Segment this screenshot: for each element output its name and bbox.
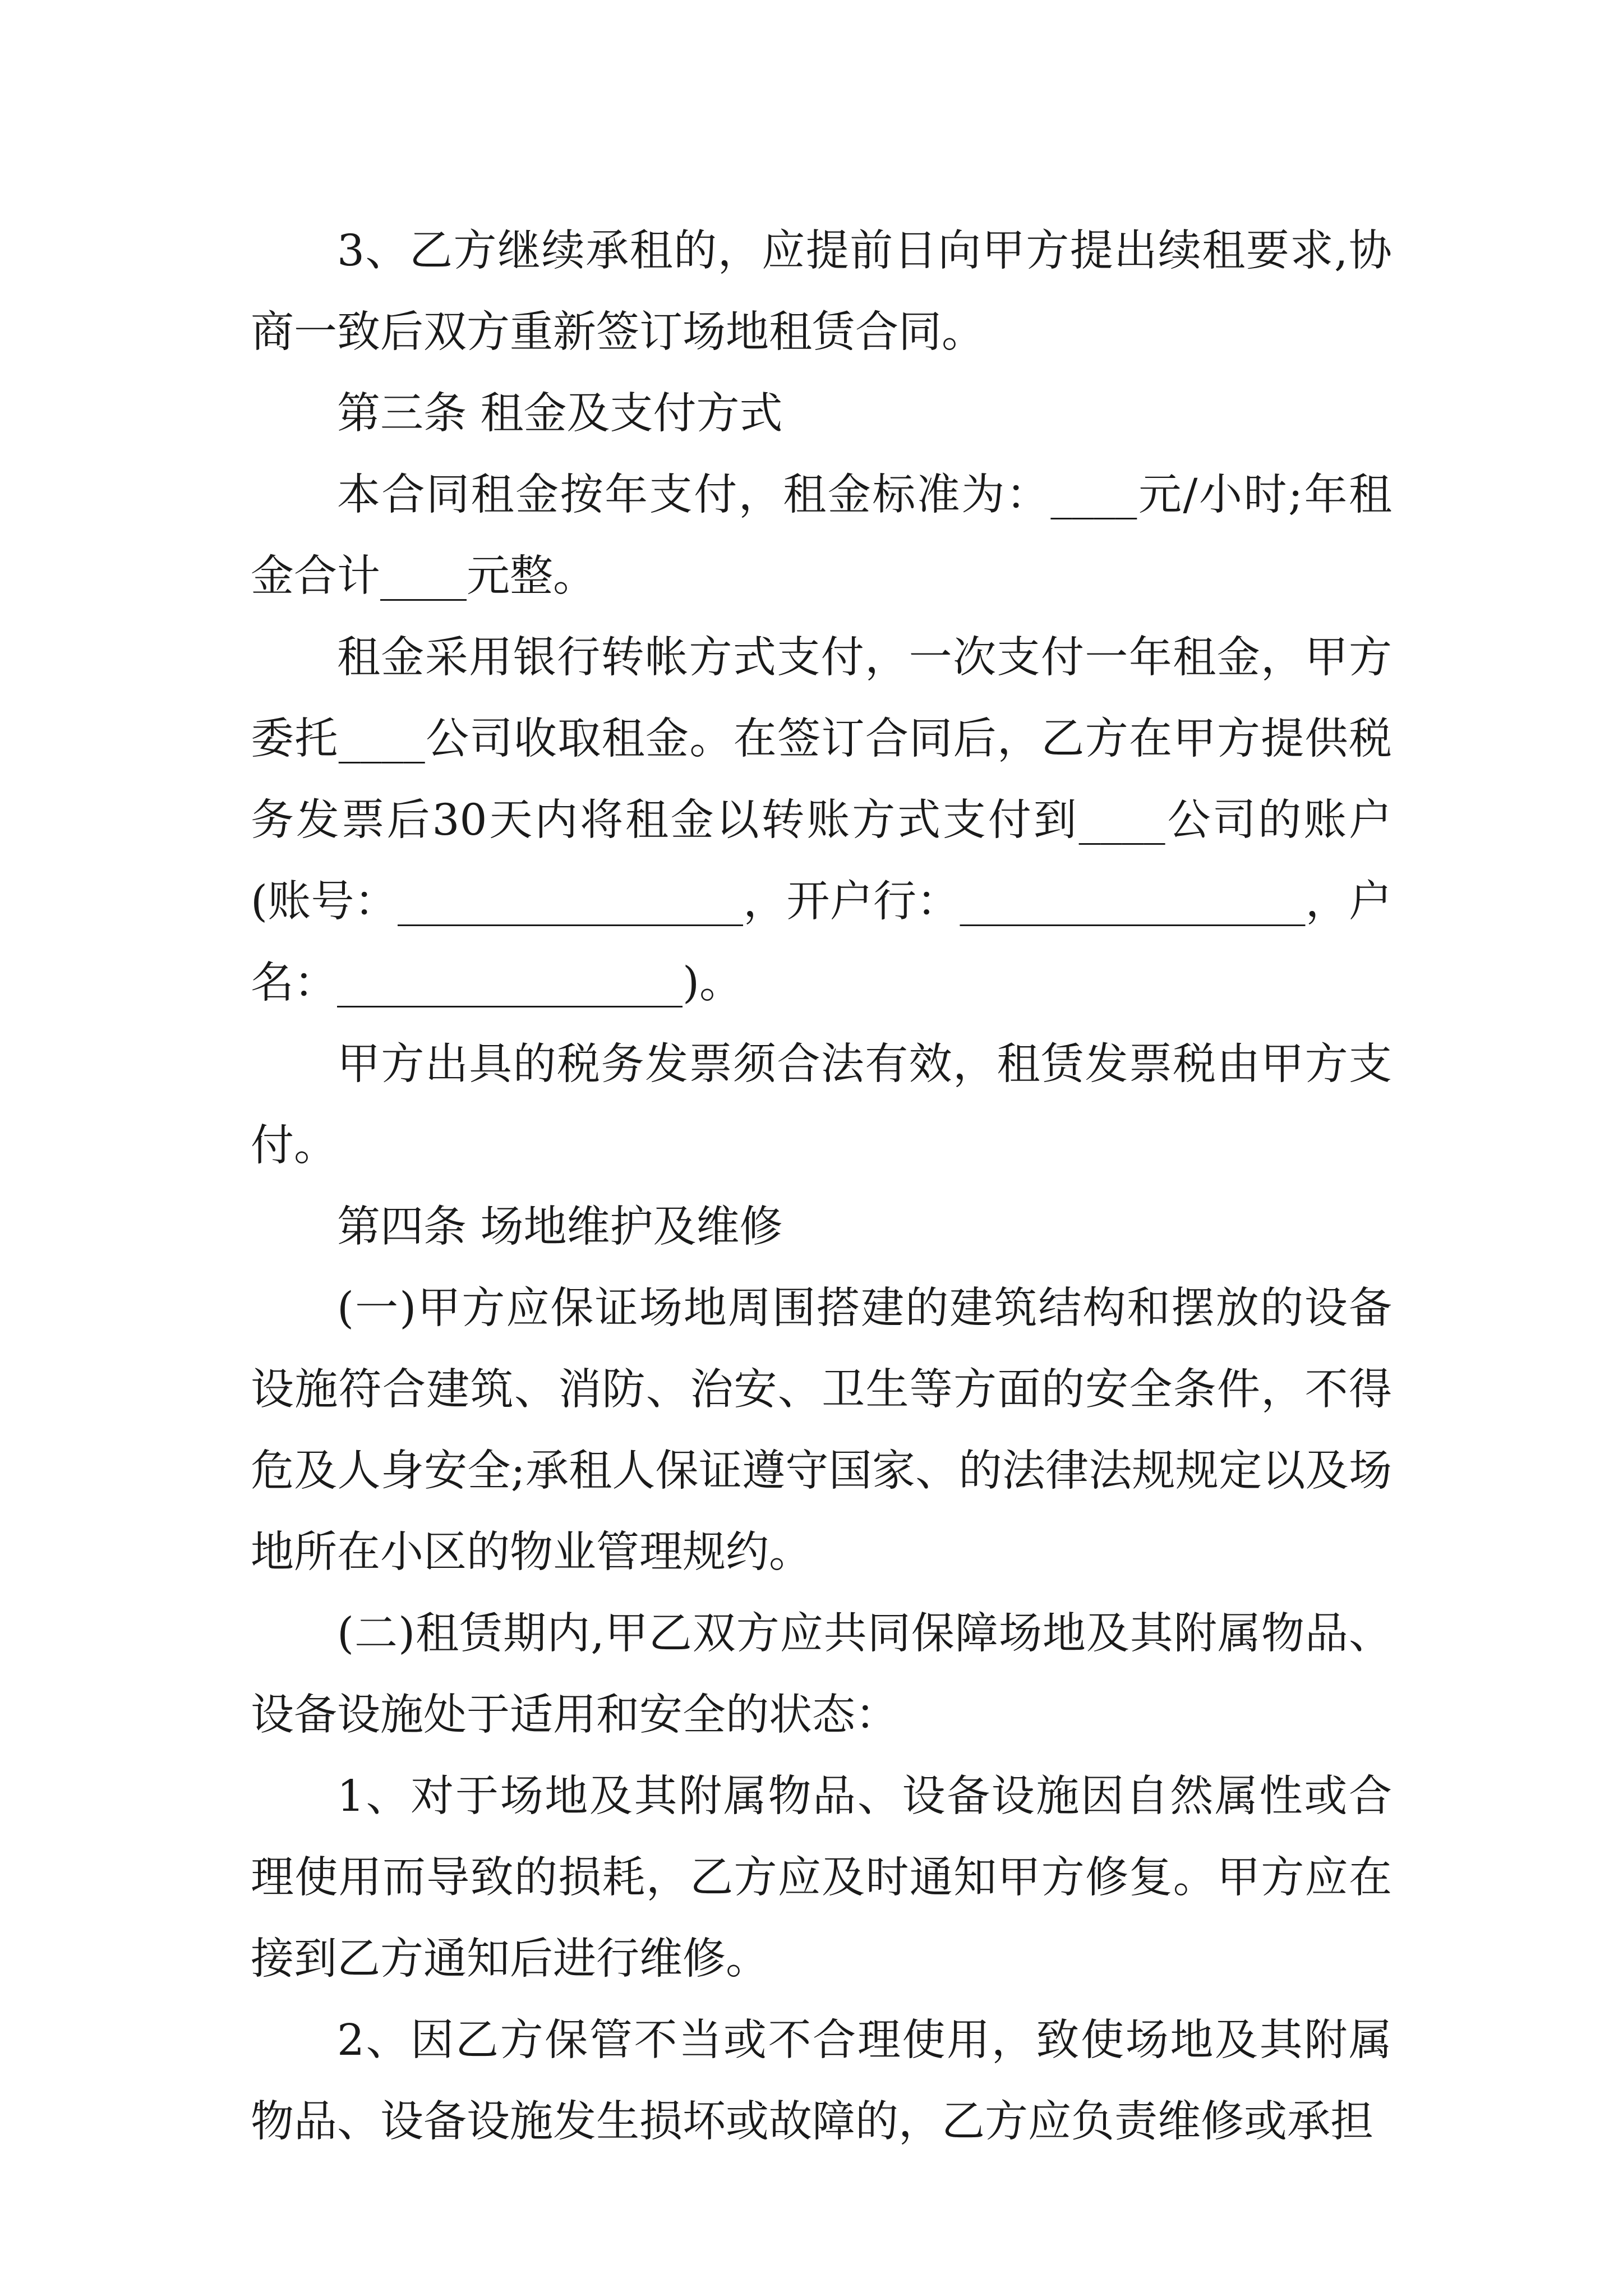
paragraph-rent-standard: 本合同租金按年支付，租金标准为：____元/小时;年租金合计____元整。	[251, 470, 1392, 601]
paragraph-joint-maintenance: (二)租赁期内,甲乙双方应共同保障场地及其附属物品、设备设施处于适用和安全的状态：	[251, 1609, 1392, 1740]
document-page	[251, 210, 1392, 2162]
paragraph-improper-use: 2、因乙方保管不当或不合理使用，致使场地及其附属物品、设备设施发生损坏或故障的，乙方应负责维修或承担	[251, 2016, 1392, 2147]
paragraph-safety-conditions: (一)甲方应保证场地周围搭建的建筑结构和摆放的设备设施符合建筑、消防、治安、卫生等方面的安全条件，不得危及人身安全;承租人保证遵守国家、的法律法规规定以及场地所在小区的物业管理规约。	[251, 1283, 1392, 1577]
paragraph-payment-method: 租金采用银行转帐方式支付，一次支付一年租金，甲方委托____公司收取租金。在签订合同后，乙方在甲方提供税务发票后30天内将租金以转账方式支付到____公司的账户(账号：________________，开户行：________________，户名：________________)。	[251, 633, 1392, 1008]
article-3-heading: 第三条 租金及支付方式	[337, 389, 783, 439]
paragraph-renewal-clause: 3、乙方继续承租的，应提前日向甲方提出续租要求,协商一致后双方重新签订场地租赁合同。	[251, 226, 1392, 357]
paragraph-natural-wear: 1、对于场地及其附属物品、设备设施因自然属性或合理使用而导致的损耗，乙方应及时通知甲方修复。甲方应在接到乙方通知后进行维修。	[251, 1772, 1392, 1984]
paragraph-tax-invoice: 甲方出具的税务发票须合法有效，租赁发票税由甲方支付。	[251, 1039, 1392, 1171]
article-4-heading: 第四条 场地维护及维修	[337, 1202, 783, 1252]
